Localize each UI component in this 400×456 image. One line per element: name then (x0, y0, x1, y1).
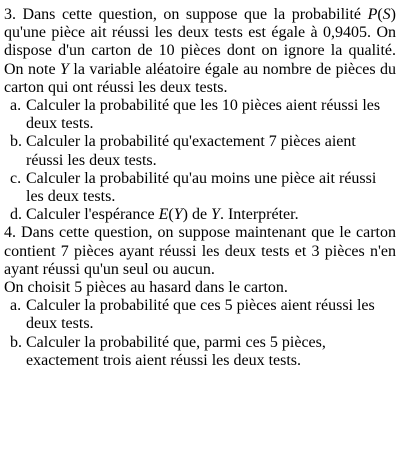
question-3c (4, 170, 396, 206)
question-3a (4, 97, 396, 133)
item-letter: d. (10, 206, 22, 224)
paren-close: ) (182, 206, 188, 224)
question-3-text-3: la variable aléatoire égale au nombre de pièces du carton qui ont réussi les deux tests. (4, 60, 396, 96)
paren-open: ( (168, 206, 174, 224)
paren-open: ( (377, 6, 383, 23)
item-text: Calculer la probabilité qu'au moins une pièce ait réussi les deux tests. (26, 169, 377, 206)
item-letter: a. (10, 97, 22, 115)
item-d-text-1: Calculer l'espérance (26, 206, 159, 224)
item-text: Calculer la probabilité que les 10 pièces aient réussi les deux tests. (26, 97, 381, 133)
item-letter: b. (10, 333, 22, 351)
question-3-text-2: qu'une pièce ait réussi les deux tests est égale à 0,9405. On dispose d'un carton de 10 pièces dont on ignore la qualité. On note (4, 24, 396, 78)
question-3 (4, 6, 396, 224)
question-4 (4, 224, 396, 370)
question-3d (4, 206, 396, 224)
item-d-text-2: de (187, 206, 212, 224)
question-4-number: 4. (4, 224, 16, 242)
item-text (26, 206, 396, 224)
question-4a (4, 297, 396, 333)
event-s-symbol: S (382, 6, 391, 23)
item-d-text-3: . Interpréter. (219, 206, 299, 224)
item-text: Calculer la probabilité que, parmi ces 5 pièces, exactement trois aient réussi les deux tests. (26, 333, 326, 369)
variable-y-symbol: Y (211, 206, 220, 224)
question-3b (4, 133, 396, 169)
item-letter: a. (10, 297, 22, 315)
question-4-line-2: On choisit 5 pièces au hasard dans le carton. (4, 279, 288, 297)
question-4b (4, 334, 396, 370)
item-letter: b. (10, 133, 22, 151)
question-3-intro (4, 6, 396, 97)
variable-y-symbol: Y (173, 206, 183, 224)
question-4-intro (4, 224, 396, 279)
variable-y-symbol: Y (60, 60, 69, 78)
expectation-e-symbol: E (158, 206, 169, 224)
item-text: Calculer la probabilité qu'exactement 7 pièces aient réussi les deux tests. (26, 133, 356, 169)
probability-p-symbol: P (367, 6, 378, 23)
question-3-text-1: Dans cette question, on suppose que la probabilité (16, 6, 368, 23)
item-text: Calculer la probabilité que ces 5 pièces aient réussi les deux tests. (26, 297, 375, 333)
item-letter: c. (10, 169, 22, 187)
question-4-text: Dans cette question, on suppose maintenant que le carton contient 7 pièces ayant réussi les deux tests et 3 pièces n'en ayant réussi qu'un seul ou aucun. (4, 224, 396, 278)
question-3-number: 3. (4, 6, 16, 23)
paren-close: ) (390, 6, 396, 23)
